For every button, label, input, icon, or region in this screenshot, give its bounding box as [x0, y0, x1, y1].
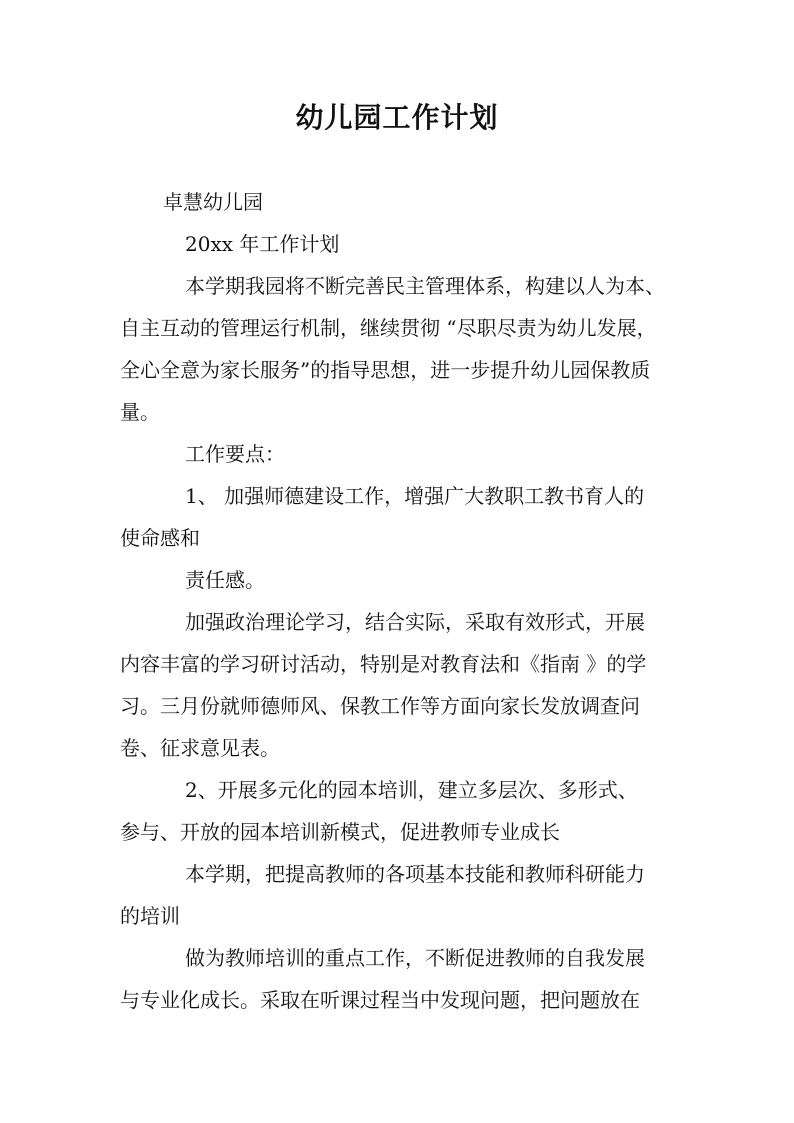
document-title: 幼儿园工作计划: [295, 101, 499, 134]
paragraph-line: 本学期我园将不断完善民主管理体系，构建以人为本、: [185, 274, 665, 298]
paragraph-line: 加强政治理论学习，结合实际，采取有效形式，开展: [185, 610, 645, 634]
section-2-heading-continued: 参与、开放的园本培训新模式，促进教师专业成长: [120, 820, 560, 844]
paragraph-line: 习。三月份就师德师风、保教工作等方面向家长发放调查问: [120, 694, 640, 718]
paragraph-line: 量。: [120, 400, 160, 424]
section-1-heading-continued: 责任感。: [185, 568, 265, 592]
paragraph-line: 内容丰富的学习研讨活动，特别是对教育法和《指南 》的学: [120, 652, 647, 676]
paragraph-line: 全心全意为家长服务”的指导思想，进一步提升幼儿园保教质: [120, 358, 651, 382]
section-1-heading-continued: 使命感和: [120, 526, 200, 550]
paragraph-line: 与专业化成长。采取在听课过程当中发现问题，把问题放在: [120, 988, 640, 1012]
plan-year-heading: 20xx 年工作计划: [185, 232, 340, 256]
kindergarten-name: 卓慧幼儿园: [163, 190, 263, 214]
work-points-heading: 工作要点：: [185, 442, 285, 466]
section-1-heading: 1、 加强师德建设工作，增强广大教职工教书育人的: [185, 484, 645, 508]
section-2-heading: 2、开展多元化的园本培训，建立多层次、多形式、: [185, 778, 638, 802]
paragraph-line: 的培训: [120, 904, 180, 928]
paragraph-line: 卷、征求意见表。: [120, 736, 280, 760]
paragraph-line: 做为教师培训的重点工作，不断促进教师的自我发展: [185, 946, 645, 970]
paragraph-line: 自主互动的管理运行机制，继续贯彻 “尽职尽责为幼儿发展，: [120, 316, 657, 340]
paragraph-line: 本学期，把提高教师的各项基本技能和教师科研能力: [185, 862, 645, 886]
